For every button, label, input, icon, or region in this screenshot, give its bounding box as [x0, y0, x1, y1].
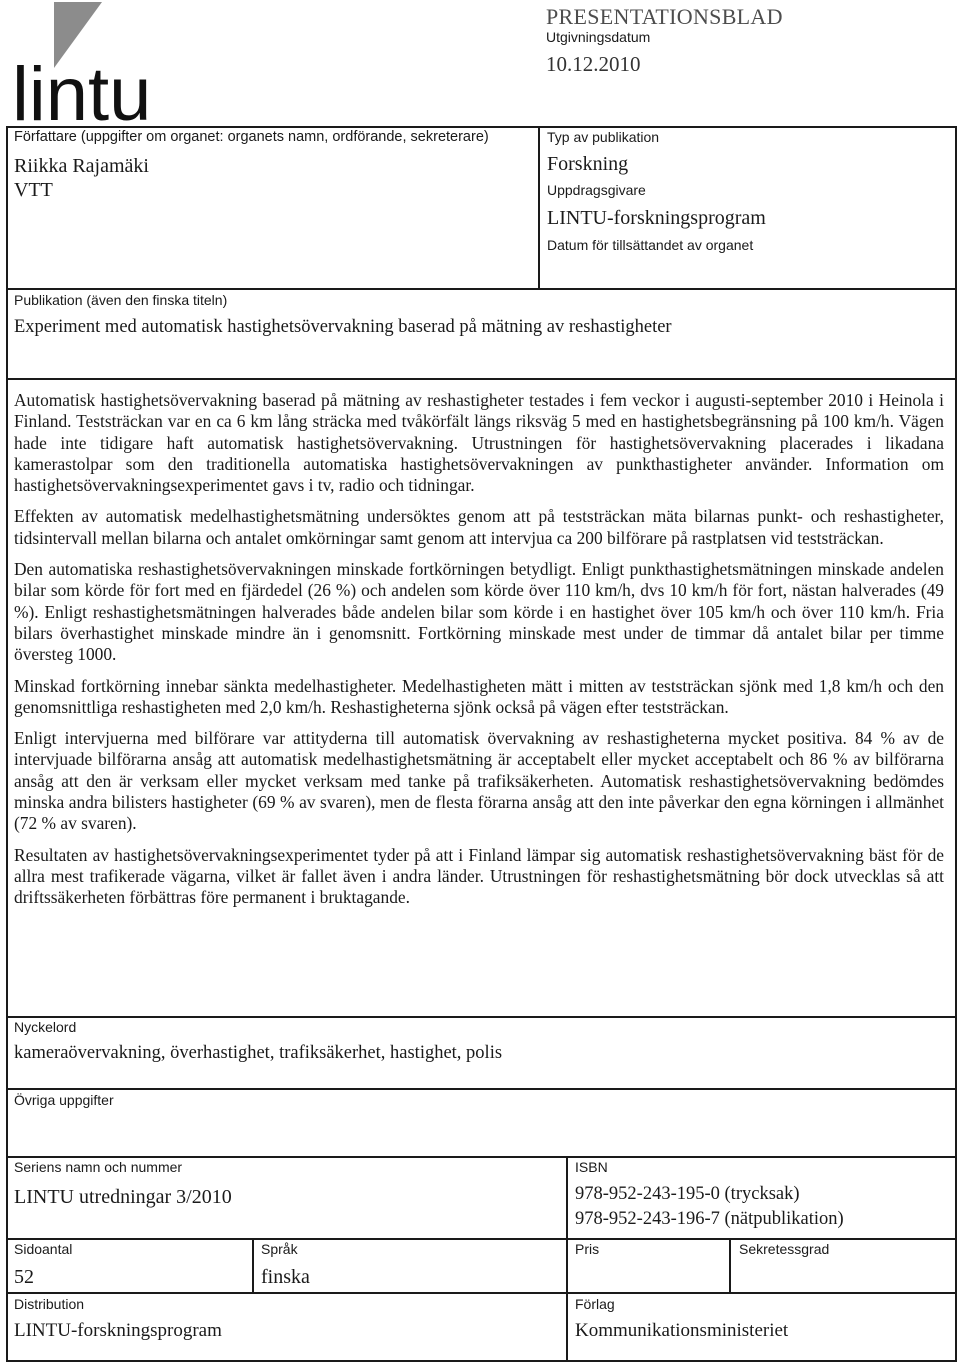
author-name: Riikka Rajamäki — [14, 155, 149, 177]
section-divider-title — [6, 378, 957, 380]
publisher-value: Kommunikationsministeriet — [575, 1320, 789, 1341]
abstract-paragraph: Enligt intervjuerna med bilförare var attityderna till automatisk övervakning av reshastigheterna mycket positiva. 84 % av de intervjuade bilförarna ansåg att automatisk medelhastighetsmätning är acceptabelt eller mycket acceptabelt och 86 % av bilförarna ansåg att den är verksam eller mycket verksam med tanke på trafiksäkerheten. Automatisk reshastighetsövervakning bedömdes minska andra bilisters hastigheter (69 % av svaren), men de flesta förarna ansåg att den inte påverkar den egna körningen i allmänhet (72 % av svaren). — [14, 728, 944, 834]
isbn-online: 978-952-243-196-7 (nätpublikation) — [575, 1209, 844, 1229]
other-info-label: Övriga uppgifter — [14, 1092, 114, 1108]
commissioner-label: Uppdragsgivare — [547, 182, 646, 198]
pages-label: Sidoantal — [14, 1241, 73, 1257]
language-value: finska — [261, 1266, 310, 1288]
document-type: PRESENTATIONSBLAD — [546, 4, 783, 29]
keywords-value: kameraövervakning, överhastighet, trafiksäkerhet, hastighet, polis — [14, 1043, 503, 1063]
other-info-divider — [6, 1088, 957, 1090]
abstract-paragraph: Den automatiska reshastighetsövervakningen minskade fortkörningen betydligt. Enligt punkthastighetsmätningen minskade andelen bilar som körde för fort med en fjärdedel (26 %) och andelen som körde över 110 km/h, dvs 10 km/h för fort, nästan halverades (49 %). Enligt reshastighetsmätningen halverades både andelen bilar som körde i en hastighet över 105 km/h och över 110 km/h. Fria bilars överhastighet minskade mindre än i genomsnitt. Fortkörning minskade mest under de timmar då antalet bilar per timme översteg 1000. — [14, 559, 944, 665]
confidentiality-label: Sekretessgrad — [739, 1241, 830, 1257]
date-value: 10.12.2010 — [546, 52, 641, 76]
appointment-date-label: Datum för tillsättandet av organet — [547, 237, 754, 253]
logo-wordmark: lintu — [12, 52, 152, 124]
lintu-logo — [12, 2, 152, 124]
publication-type-label: Typ av publikation — [547, 129, 660, 145]
abstract-paragraph: Resultaten av hastighetsövervakningsexperimentet tyder på att i Finland lämpar sig automatisk reshastighetsövervakning bäst för de allra mest trafikerade vägarna, vilket är fallet även i andra länder. Utrustningen för reshastighetsmätning bör dock utvecklas så att driftssäkerheten förbättras före permanent i bruktagande. — [14, 844, 944, 908]
publication-label: Publikation (även den finska titeln) — [14, 292, 228, 308]
author-divider — [538, 126, 540, 290]
isbn-divider — [566, 1156, 568, 1362]
confidentiality-divider — [729, 1238, 731, 1294]
publication-title: Experiment med automatisk hastighetsövervakning baserad på mätning av reshastigheter — [14, 317, 672, 337]
language-divider — [252, 1238, 254, 1294]
publisher-label: Förlag — [575, 1296, 615, 1312]
isbn-print: 978-952-243-195-0 (trycksak) — [575, 1184, 800, 1204]
abstract-paragraph: Automatisk hastighetsövervakning baserad på mätning av reshastigheter testades i fem veckor i augusti-september 2010 i Heinola i Finland. Teststräckan var en ca 6 km lång sträcka med tvåkörfält längs riksväg 5 med en hastighetsbegränsning på 100 km/h. Vägen hade inte tidigare haft automatisk hastighetsövervakning. Utrustningen för hastighetsövervakning placerades i likadana kamerastolpar som den traditionella automatiska hastighetsövervakningen av punkthastigheter använder. Information om hastighetsövervakningsexperimentet gavs i tv, radio och tidningar. — [14, 390, 944, 496]
commissioner-value: LINTU-forskningsprogram — [547, 207, 766, 229]
author-label: Författare (uppgifter om organet: organets namn, ordförande, sekreterare) — [14, 129, 489, 145]
date-label: Utgivningsdatum — [546, 29, 651, 45]
lintu-logo-mark — [12, 2, 152, 124]
abstract-paragraph: Minskad fortkörning innebar sänkta medelhastigheter. Medelhastigheten mätt i mitten av teststräckan sjönk med 1,8 km/h och den genomsnittliga reshastigheten med 2,0 km/h. Reshastigheterna sjönk också på vägen efter teststräckan. — [14, 675, 944, 717]
price-label: Pris — [575, 1241, 600, 1257]
distribution-label: Distribution — [14, 1296, 85, 1312]
keywords-divider — [6, 1016, 957, 1018]
series-divider — [6, 1156, 957, 1158]
series-value: LINTU utredningar 3/2010 — [14, 1186, 232, 1208]
pages-value: 52 — [14, 1266, 34, 1288]
language-label: Språk — [261, 1241, 298, 1257]
publication-type-value: Forskning — [547, 153, 629, 175]
distribution-value: LINTU-forskningsprogram — [14, 1320, 222, 1341]
abstract-paragraph: Effekten av automatisk medelhastighetsmätning undersöktes genom att på teststräckan mäta bilarnas punkt- och reshastigheter, tidsintervall mellan bilarna och antalet omkörningar samt genom att intervjua ca 200 bilförare på rastplatsen vid teststräckan. — [14, 506, 944, 548]
distribution-divider — [6, 1292, 957, 1294]
abstract — [14, 390, 944, 909]
pages-divider — [6, 1238, 957, 1240]
series-label: Seriens namn och nummer — [14, 1159, 183, 1175]
author-organization: VTT — [14, 179, 53, 201]
keywords-label: Nyckelord — [14, 1019, 77, 1035]
section-divider-top — [6, 288, 957, 290]
isbn-label: ISBN — [575, 1159, 608, 1175]
